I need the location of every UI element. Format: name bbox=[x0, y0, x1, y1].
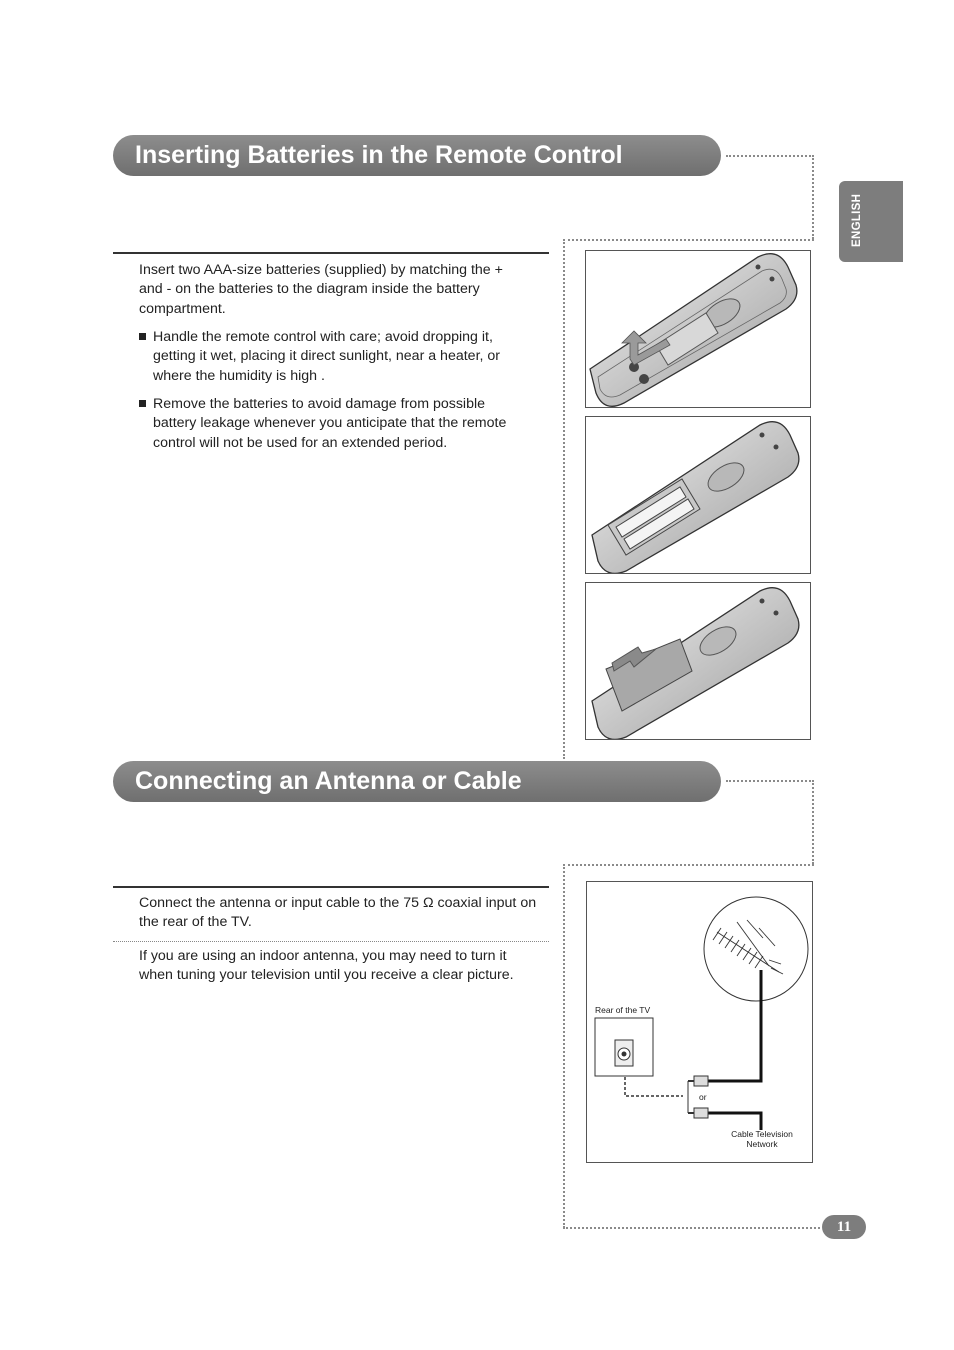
paragraph-divider bbox=[113, 941, 549, 942]
bullet-leakage bbox=[139, 395, 529, 453]
section-title-text: Inserting Batteries in the Remote Control bbox=[135, 141, 623, 169]
section-rule bbox=[113, 252, 549, 254]
cable-label-line1: Cable Television bbox=[731, 1129, 793, 1139]
language-tab-label: ENGLISH bbox=[851, 193, 863, 247]
remote-open-cover-image bbox=[585, 250, 811, 408]
batteries-intro: Insert two AAA-size batteries (supplied) by matching the + and - on the batteries to the diagram inside the battery compartment. bbox=[139, 262, 503, 317]
bullet-text: Handle the remote control with care; avoid dropping it, getting it wet, placing it direct sunlight, near a heater, or where the humidity is high . bbox=[153, 329, 501, 384]
section-title-text: Connecting an Antenna or Cable bbox=[135, 767, 522, 795]
bullet-square-icon bbox=[139, 400, 146, 407]
frame-dots bbox=[563, 1227, 820, 1229]
section-title-antenna bbox=[113, 761, 721, 802]
bullet-square-icon bbox=[139, 333, 146, 340]
frame-dots bbox=[563, 239, 814, 241]
antenna-indoor-text: If you are using an indoor antenna, you may need to turn it when tuning your television until you receive a clear picture. bbox=[139, 948, 514, 984]
bullet-text: Remove the batteries to avoid damage from possible battery leakage whenever you anticipate that the remote control will not be used for an extended period. bbox=[153, 396, 507, 451]
cable-label-line2: Network bbox=[746, 1139, 778, 1149]
section-rule bbox=[113, 886, 549, 888]
remote-close-cover-image bbox=[585, 582, 811, 740]
frame-dots bbox=[812, 155, 814, 239]
frame-dots bbox=[726, 155, 814, 157]
or-label: or bbox=[699, 1092, 707, 1102]
frame-dots bbox=[812, 780, 814, 864]
rear-of-tv-label: Rear of the TV bbox=[595, 1005, 651, 1015]
antenna-connection-diagram bbox=[586, 881, 813, 1163]
page-number: 11 bbox=[822, 1215, 866, 1239]
cable-network-label bbox=[727, 1129, 797, 1149]
language-tab bbox=[839, 181, 903, 262]
antenna-connect-text: Connect the antenna or input cable to the 75 Ω coaxial input on the rear of the TV. bbox=[139, 895, 537, 931]
frame-dots bbox=[726, 780, 814, 782]
section-title-batteries bbox=[113, 135, 721, 176]
frame-dots bbox=[563, 239, 565, 759]
bullet-care bbox=[139, 328, 529, 386]
frame-dots bbox=[563, 864, 814, 866]
frame-dots bbox=[563, 864, 565, 1228]
remote-insert-batteries-image bbox=[585, 416, 811, 574]
